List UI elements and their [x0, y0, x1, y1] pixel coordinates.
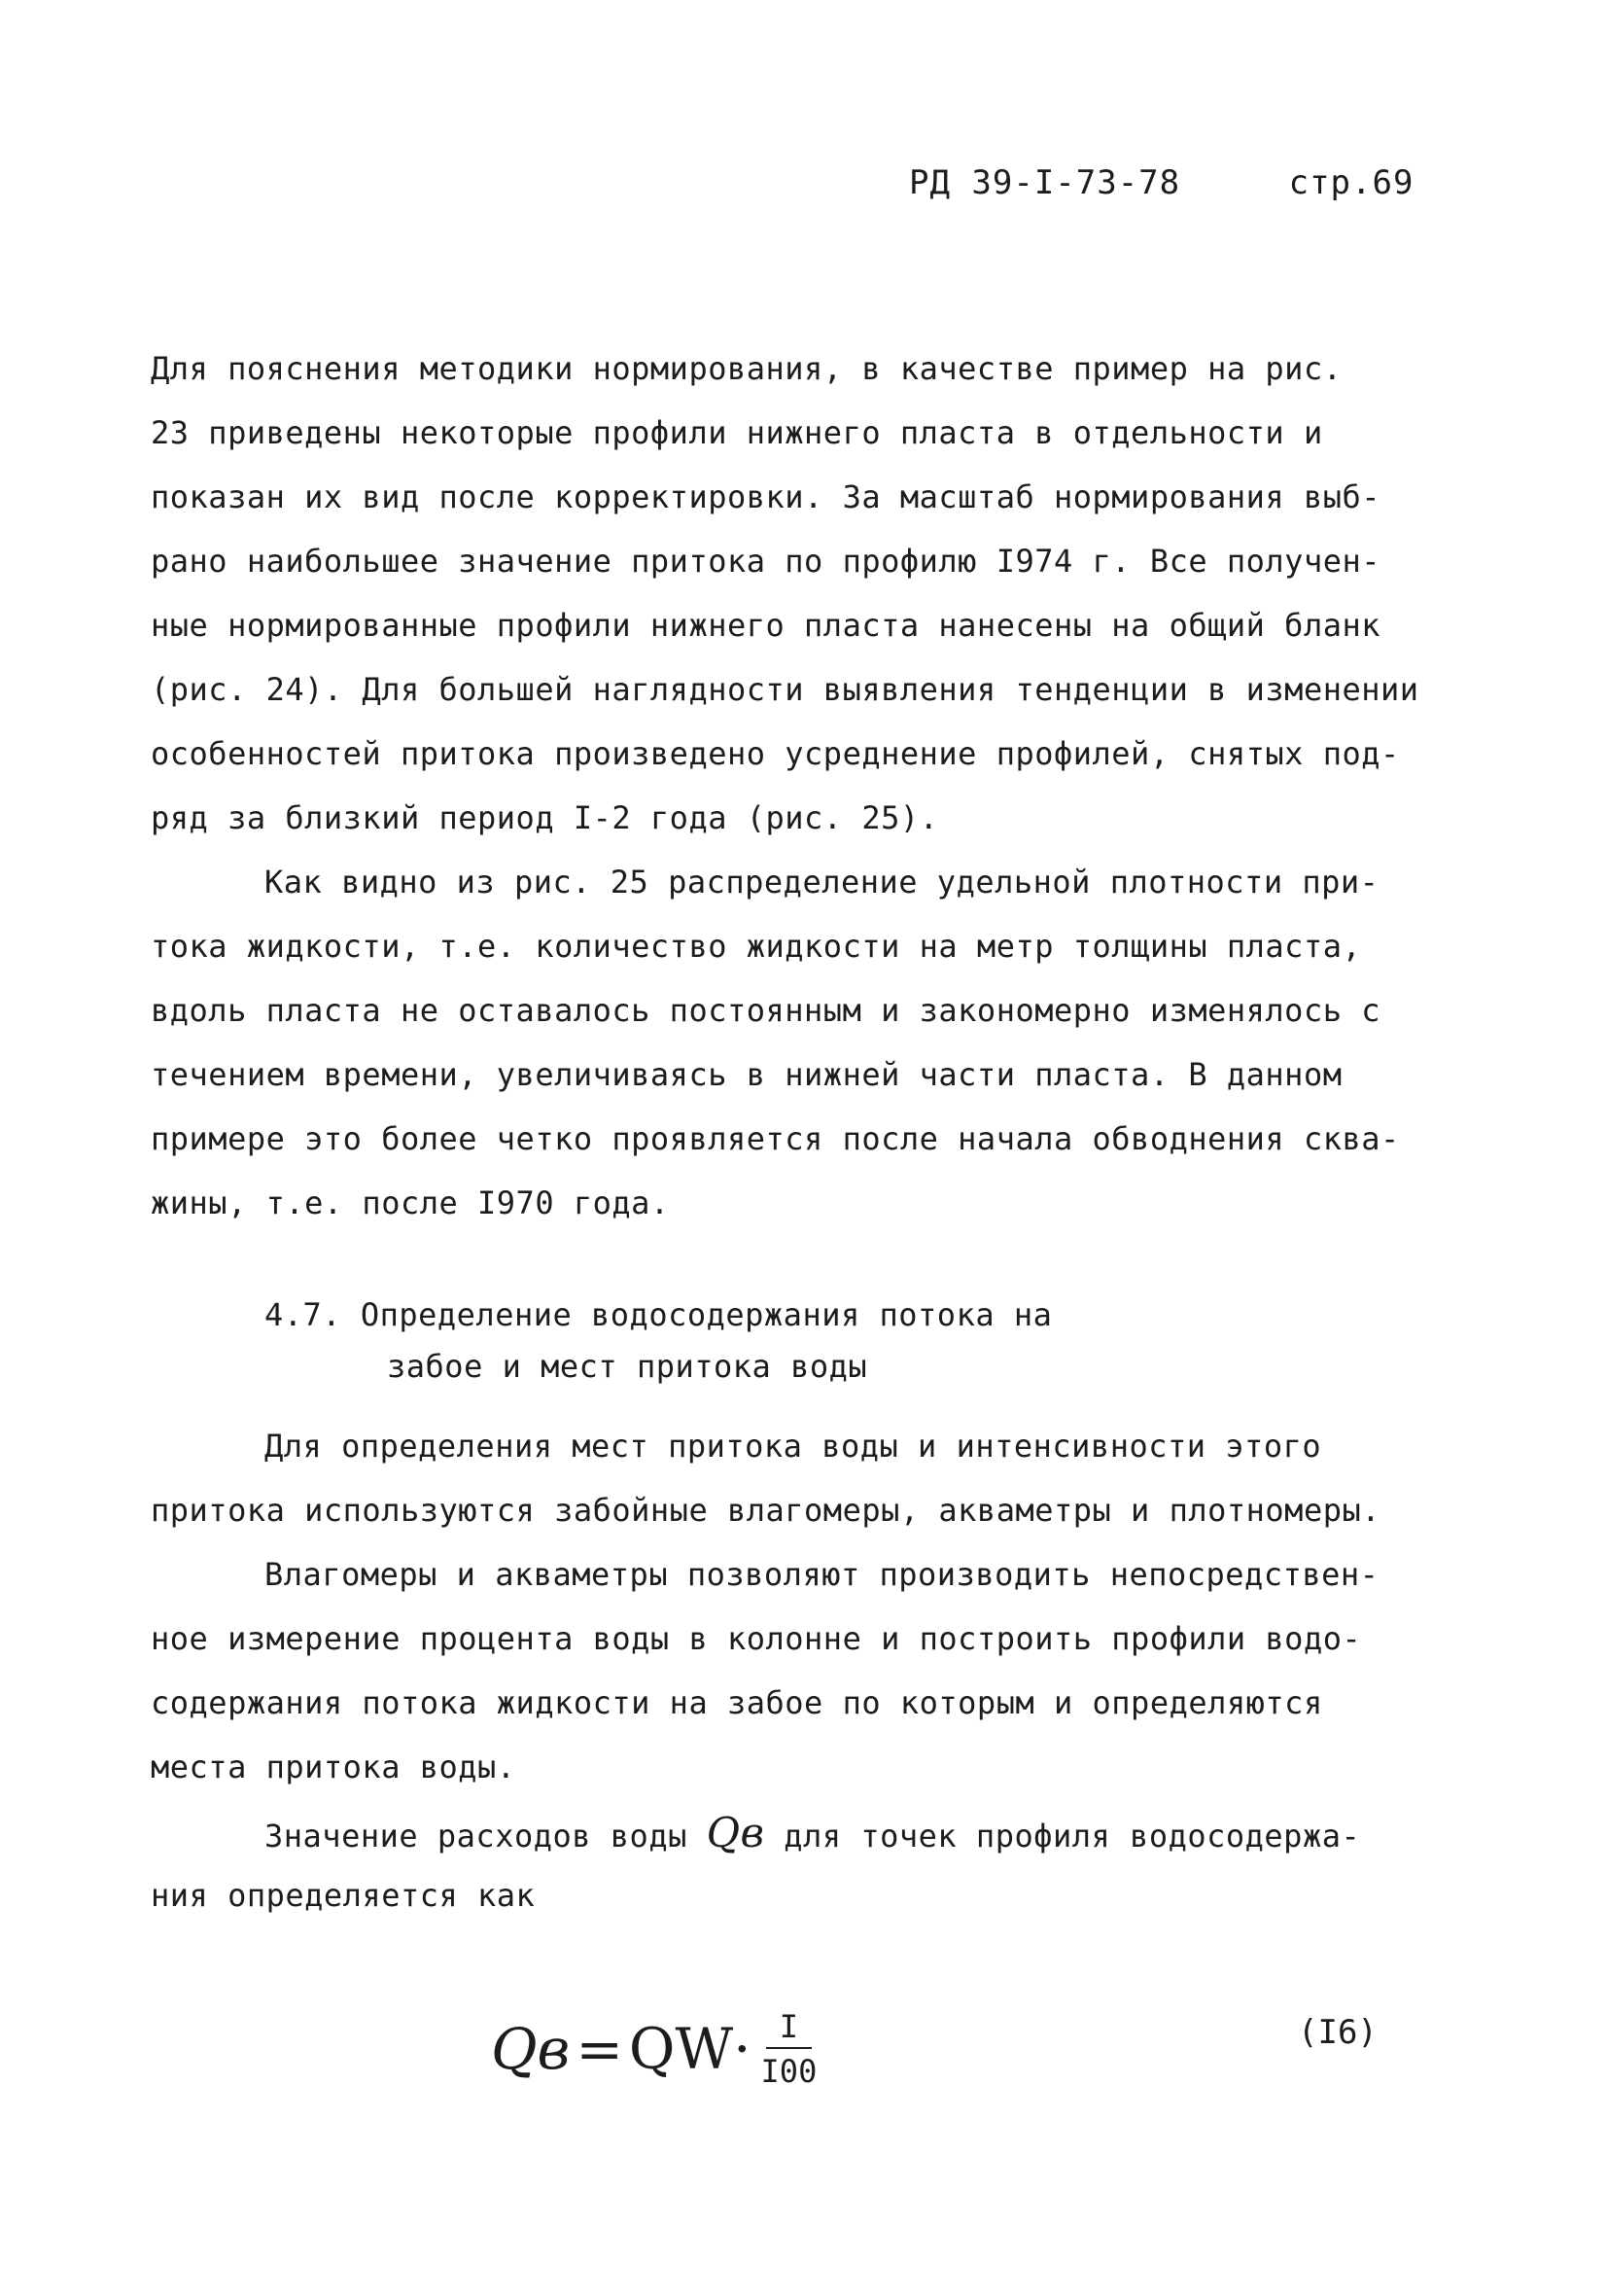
text-line: показан их вид после корректировки. За масштаб нормирования выб-: [151, 478, 1380, 515]
fraction-denominator: I00: [760, 2053, 818, 2090]
text-line: Влагомеры и акваметры позволяют производить непосредствен-: [264, 1556, 1380, 1593]
formula-fraction: [761, 2008, 818, 2090]
text-line: ния определяется как: [151, 1877, 536, 1914]
text-line: ные нормированные профили нижнего пласта нанесены на общий бланк: [151, 607, 1380, 644]
page-number: стр.69: [1288, 163, 1415, 202]
text-line: 23 приведены некоторые профили нижнего пласта в отдельности и: [151, 414, 1323, 451]
text-line: Значение расходов воды Qв для точек профиля водосодержа-: [264, 1809, 1361, 1856]
text-line: ное измерение процента воды в колонне и построить профили водо-: [151, 1620, 1362, 1657]
section-title-continued: забое и мест притока воды: [387, 1348, 868, 1385]
text-line: Для определения мест притока воды и интенсивности этого: [264, 1428, 1322, 1465]
equation-number: (I6): [1298, 2013, 1378, 2052]
text-line: жины, т.е. после I970 года.: [151, 1184, 670, 1221]
text-line: (рис. 24). Для большей наглядности выявления тенденции в изменении: [151, 671, 1419, 708]
document-code: РД 39-I-73-78: [909, 163, 1181, 202]
text-line: места притока воды.: [151, 1748, 516, 1785]
formula-dot: ·: [733, 2016, 751, 2082]
text-line: тока жидкости, т.е. количество жидкости на метр толщины пласта,: [151, 928, 1362, 965]
formula: [491, 2008, 817, 2090]
text-line: Как видно из рис. 25 распределение удельной плотности при-: [264, 864, 1380, 901]
formula-lhs: Qв: [491, 2016, 571, 2082]
page-header: [909, 163, 1414, 202]
text-line: течением времени, увеличиваясь в нижней части пласта. В данном: [151, 1056, 1343, 1093]
text-line: содержания потока жидкости на забое по которым и определяются: [151, 1684, 1323, 1721]
text-line: вдоль пласта не оставалось постоянным и закономерно изменялось с: [151, 992, 1380, 1029]
text-line: особенностей притока произведено усреднение профилей, снятых под-: [151, 735, 1400, 772]
text-line: притока используются забойные влагомеры, акваметры и плотномеры.: [151, 1492, 1380, 1529]
section-title: Определение водосодержания потока на: [360, 1296, 1053, 1333]
text-line: ряд за близкий период I-2 года (рис. 25).: [151, 799, 939, 836]
text-line: Для пояснения методики нормирования, в качестве пример на рис.: [151, 350, 1343, 387]
formula-equals: =: [576, 2016, 623, 2082]
section-heading: [264, 1296, 1052, 1333]
text-line: примере это более четко проявляется после начала обводнения сква-: [151, 1120, 1400, 1157]
section-number: 4.7.: [264, 1296, 342, 1333]
fraction-numerator: I: [766, 2008, 812, 2049]
formula-rhs: QW: [628, 2016, 734, 2082]
water-rate-symbol: Qв: [706, 1809, 765, 1856]
text-line: рано наибольшее значение притока по профилю I974 г. Все получен-: [151, 543, 1380, 580]
